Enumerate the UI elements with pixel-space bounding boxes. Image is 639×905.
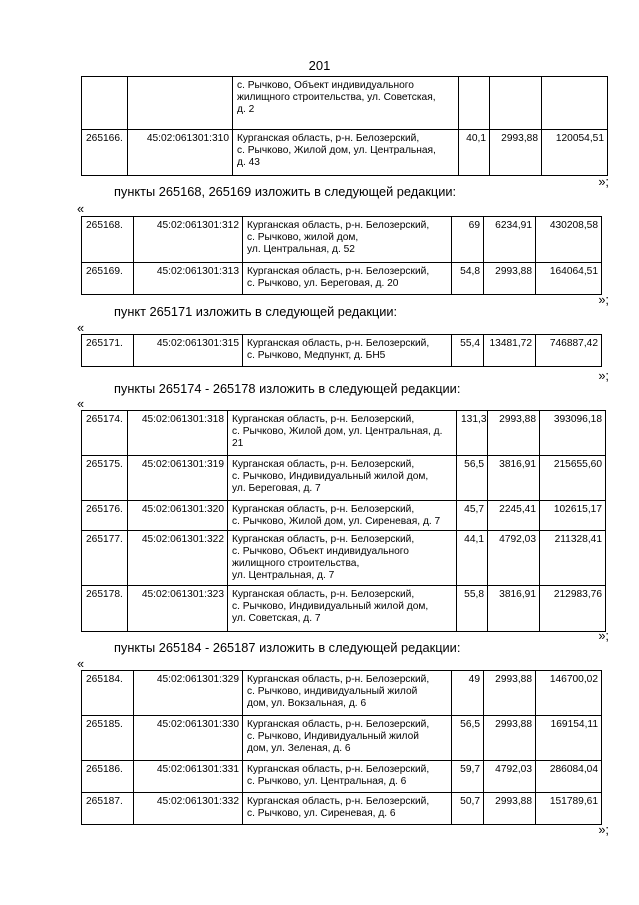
- item-number-cell: 265184.: [82, 671, 134, 716]
- address-line: Курганская область, р-н. Белозерский,: [247, 266, 430, 277]
- property-table: [81, 76, 608, 176]
- total-value-cell: 215655,60: [540, 456, 606, 501]
- address-cell: [243, 761, 452, 793]
- total-value-cell: 211328,41: [540, 531, 606, 586]
- address-cell: [243, 263, 452, 295]
- cadastral-number-cell: 45:02:061301:318: [128, 411, 228, 456]
- item-number-cell: 265178.: [82, 586, 128, 632]
- total-value-cell: 286084,04: [536, 761, 602, 793]
- table-row: [82, 263, 602, 295]
- unit-price-cell: 4792,03: [488, 531, 540, 586]
- area-cell: [459, 77, 490, 130]
- closing-quote: »;: [598, 292, 609, 307]
- address-cell: [228, 531, 457, 586]
- address-line: Курганская область, р-н. Белозерский,: [237, 133, 420, 144]
- area-cell: 45,7: [457, 501, 488, 531]
- table-row: [82, 761, 602, 793]
- address-line: Курганская область, р-н. Белозерский,: [247, 674, 430, 685]
- address-line: ул. Советская, д. 7: [232, 613, 321, 624]
- address-line: Курганская область, р-н. Белозерский,: [232, 459, 415, 470]
- amendment-instruction: пункты 265174 - 265178 изложить в следующей редакции:: [114, 381, 461, 396]
- item-number-cell: 265175.: [82, 456, 128, 501]
- address-line: ул. Центральная, д. 7: [232, 570, 335, 581]
- address-line: с. Рычково, ул. Сиреневая, д. 6: [247, 808, 396, 819]
- total-value-cell: 430208,58: [536, 217, 602, 263]
- address-line: с. Рычково, Медпункт, д. БН5: [247, 350, 386, 361]
- opening-quote: «: [77, 396, 85, 411]
- cadastral-number-cell: 45:02:061301:313: [134, 263, 243, 295]
- closing-quote: »;: [598, 628, 609, 643]
- table-row: [82, 793, 602, 825]
- table-row: [82, 456, 606, 501]
- area-cell: 50,7: [452, 793, 484, 825]
- address-line: д. 43: [237, 157, 260, 168]
- address-line: Курганская область, р-н. Белозерский,: [247, 338, 430, 349]
- table-row: [82, 217, 602, 263]
- address-cell: [243, 335, 452, 367]
- unit-price-cell: 2993,88: [484, 716, 536, 761]
- address-line: с. Рычково, Индивидуальный жилой: [247, 731, 419, 742]
- table-row: [82, 531, 606, 586]
- address-line: Курганская область, р-н. Белозерский,: [247, 220, 430, 231]
- address-line: Курганская область, р-н. Белозерский,: [247, 796, 430, 807]
- area-cell: 131,3: [457, 411, 488, 456]
- area-cell: 44,1: [457, 531, 488, 586]
- unit-price-cell: 2993,88: [488, 411, 540, 456]
- item-number-cell: 265185.: [82, 716, 134, 761]
- cadastral-number-cell: 45:02:061301:319: [128, 456, 228, 501]
- address-line: с. Рычково, Жилой дом, ул. Сиреневая, д. 7: [232, 516, 441, 527]
- area-cell: 49: [452, 671, 484, 716]
- total-value-cell: 746887,42: [536, 335, 602, 367]
- cadastral-number-cell: 45:02:061301:312: [134, 217, 243, 263]
- cadastral-number-cell: 45:02:061301:320: [128, 501, 228, 531]
- table-row: [82, 335, 602, 367]
- opening-quote: «: [77, 320, 85, 335]
- address-line: 21: [232, 438, 244, 449]
- total-value-cell: 102615,17: [540, 501, 606, 531]
- unit-price-cell: 13481,72: [484, 335, 536, 367]
- cadastral-number-cell: 45:02:061301:310: [128, 130, 233, 176]
- address-line: с. Рычково, Объект индивидуального: [237, 80, 414, 91]
- address-line: с. Рычково, жилой дом,: [247, 232, 359, 243]
- address-line: с. Рычково, ул. Центральная, д. 6: [247, 776, 407, 787]
- item-number-cell: 265166.: [82, 130, 128, 176]
- closing-quote: »;: [598, 822, 609, 837]
- address-line: Курганская область, р-н. Белозерский,: [232, 414, 415, 425]
- total-value-cell: 393096,18: [540, 411, 606, 456]
- address-line: Курганская область, р-н. Белозерский,: [232, 504, 415, 515]
- item-number-cell: 265171.: [82, 335, 134, 367]
- address-line: с. Рычково, Индивидуальный жилой дом,: [232, 601, 429, 612]
- property-table: [81, 334, 602, 367]
- unit-price-cell: 2993,88: [490, 130, 542, 176]
- table-row: [82, 716, 602, 761]
- item-number-cell: [82, 77, 128, 130]
- amendment-instruction: пункты 265168, 265169 изложить в следующей редакции:: [114, 184, 457, 199]
- cadastral-number-cell: 45:02:061301:330: [134, 716, 243, 761]
- item-number-cell: 265187.: [82, 793, 134, 825]
- table-row: [82, 586, 606, 632]
- area-cell: 54,8: [452, 263, 484, 295]
- address-cell: [243, 671, 452, 716]
- closing-quote: »;: [598, 368, 609, 383]
- table-row: [82, 130, 608, 176]
- total-value-cell: 164064,51: [536, 263, 602, 295]
- item-number-cell: 265169.: [82, 263, 134, 295]
- area-cell: 56,5: [457, 456, 488, 501]
- amendment-instruction: пункт 265171 изложить в следующей редакции:: [114, 304, 398, 319]
- address-line: с. Рычково, Жилой дом, ул. Центральная, д.: [232, 426, 443, 437]
- table-row: [82, 77, 608, 130]
- total-value-cell: 212983,76: [540, 586, 606, 632]
- address-line: с. Рычково, Жилой дом, ул. Центральная,: [237, 145, 436, 156]
- address-cell: [243, 793, 452, 825]
- area-cell: 69: [452, 217, 484, 263]
- table-row: [82, 501, 606, 531]
- address-line: жилищного строительства,: [232, 558, 360, 569]
- cadastral-number-cell: 45:02:061301:323: [128, 586, 228, 632]
- address-line: с. Рычково, индивидуальный жилой: [247, 686, 418, 697]
- cadastral-number-cell: 45:02:061301:329: [134, 671, 243, 716]
- item-number-cell: 265177.: [82, 531, 128, 586]
- address-cell: [228, 501, 457, 531]
- address-line: Курганская область, р-н. Белозерский,: [232, 589, 415, 600]
- address-line: Курганская область, р-н. Белозерский,: [247, 719, 430, 730]
- address-line: с. Рычково, ул. Береговая, д. 20: [247, 278, 399, 289]
- address-line: жилищного строительства, ул. Советская,: [237, 92, 436, 103]
- closing-quote: »;: [598, 174, 609, 189]
- unit-price-cell: 6234,91: [484, 217, 536, 263]
- address-cell: [233, 130, 459, 176]
- address-cell: [228, 586, 457, 632]
- address-cell: [233, 77, 459, 130]
- address-cell: [243, 716, 452, 761]
- total-value-cell: 169154,11: [536, 716, 602, 761]
- address-cell: [243, 217, 452, 263]
- address-line: дом, ул. Вокзальная, д. 6: [247, 698, 367, 709]
- cadastral-number-cell: 45:02:061301:331: [134, 761, 243, 793]
- table-row: [82, 671, 602, 716]
- item-number-cell: 265174.: [82, 411, 128, 456]
- address-line: Курганская область, р-н. Белозерский,: [247, 764, 430, 775]
- item-number-cell: 265168.: [82, 217, 134, 263]
- area-cell: 56,5: [452, 716, 484, 761]
- total-value-cell: 151789,61: [536, 793, 602, 825]
- area-cell: 59,7: [452, 761, 484, 793]
- area-cell: 40,1: [459, 130, 490, 176]
- address-cell: [228, 456, 457, 501]
- unit-price-cell: 3816,91: [488, 456, 540, 501]
- unit-price-cell: [490, 77, 542, 130]
- unit-price-cell: 3816,91: [488, 586, 540, 632]
- cadastral-number-cell: 45:02:061301:322: [128, 531, 228, 586]
- address-cell: [228, 411, 457, 456]
- area-cell: 55,4: [452, 335, 484, 367]
- table-row: [82, 411, 606, 456]
- address-line: с. Рычково, Индивидуальный жилой дом,: [232, 471, 429, 482]
- unit-price-cell: 4792,03: [484, 761, 536, 793]
- unit-price-cell: 2993,88: [484, 793, 536, 825]
- item-number-cell: 265176.: [82, 501, 128, 531]
- address-line: д. 2: [237, 104, 255, 115]
- property-table: [81, 670, 602, 825]
- address-line: ул. Центральная, д. 52: [247, 244, 355, 255]
- address-line: с. Рычково, Объект индивидуального: [232, 546, 409, 557]
- unit-price-cell: 2245,41: [488, 501, 540, 531]
- cadastral-number-cell: 45:02:061301:315: [134, 335, 243, 367]
- item-number-cell: 265186.: [82, 761, 134, 793]
- opening-quote: «: [77, 656, 85, 671]
- property-table: [81, 410, 606, 632]
- amendment-instruction: пункты 265184 - 265187 изложить в следующей редакции:: [114, 640, 461, 655]
- unit-price-cell: 2993,88: [484, 263, 536, 295]
- address-line: Курганская область, р-н. Белозерский,: [232, 534, 415, 545]
- total-value-cell: 146700,02: [536, 671, 602, 716]
- address-line: дом, ул. Зеленая, д. 6: [247, 743, 351, 754]
- unit-price-cell: 2993,88: [484, 671, 536, 716]
- cadastral-number-cell: [128, 77, 233, 130]
- opening-quote: «: [77, 201, 85, 216]
- cadastral-number-cell: 45:02:061301:332: [134, 793, 243, 825]
- property-table: [81, 216, 602, 295]
- address-line: ул. Береговая, д. 7: [232, 483, 321, 494]
- area-cell: 55,8: [457, 586, 488, 632]
- page-number: 201: [308, 58, 331, 73]
- total-value-cell: [542, 77, 608, 130]
- total-value-cell: 120054,51: [542, 130, 608, 176]
